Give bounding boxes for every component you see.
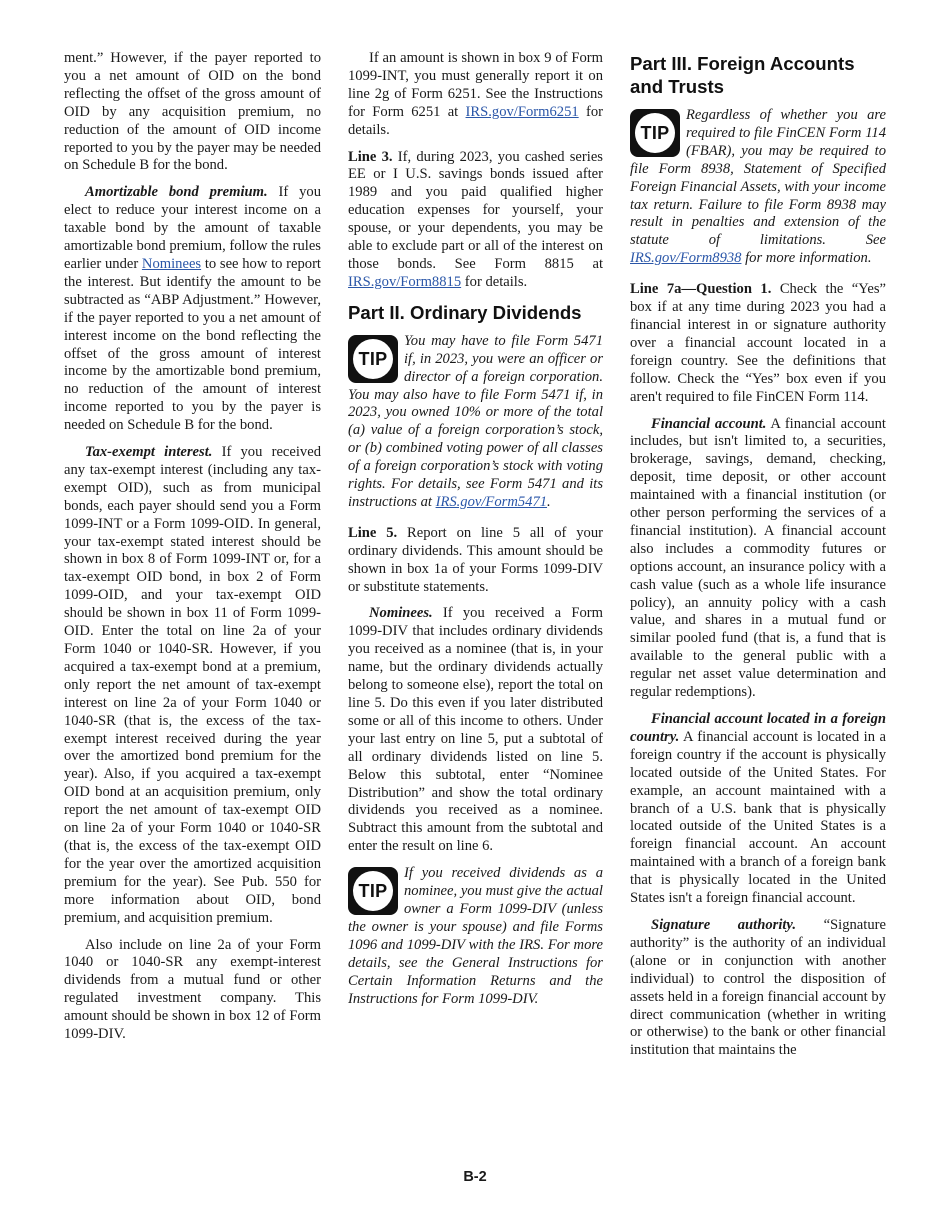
form8815-link[interactable]: IRS.gov/Form8815 — [348, 273, 462, 290]
paragraph-line-7a-question-1 — [630, 281, 886, 406]
paragraph-box-9 — [348, 50, 603, 140]
section-title-part-ii: Part II. Ordinary Dividends — [348, 301, 582, 323]
nominees-link[interactable]: Nominees — [141, 255, 202, 272]
paragraph-text: for details. — [348, 103, 603, 138]
paragraph-text: If you received a Form 1099-DIV that includes ordinary dividends you received as a nominee (that is, in your name, but the ordinary dividends actually belong to someone else), report the total on line 5. Do this even if you later distributed some or all of this income to others. Under your last entry on line 5, put a subtotal of all ordinary dividends listed on line 5. Below this subtotal, enter “Nominee Distribution” and show the total ordinary dividends you received as a nominee. Subtract this amount from the subtotal and enter the result on line 6. — [348, 605, 603, 855]
paragraph-text: If you received any tax-exempt interest (including any tax-exempt OID), such as from municipal bonds, each payer should send you a Form 1099-INT or a Form 1099-OID. In general, your tax-exempt stated interest should be shown in box 8 of Form 1099-INT or, for a tax-exempt OID bond, in box 2 of Form 1099-OID, and your tax-exempt OID should be shown in box 11 of Form 1099-OID. Enter the total on line 2a of your Form 1040 or 1040-SR. However, if you acquired a tax-exempt bond at a premium, only report the net amount of tax-exempt interest on line 2a of your Form 1040 or 1040-SR (that is, the excess of the tax-exempt interest received during the year over the amortized bond premium for the year). Also, if you acquired a tax-exempt OID bond at an acquisition premium, only report the net amount of tax-exempt OID on line 2a of your Form 1040 or 1040-SR (that is, the excess of the tax-exempt OID for the year over the amortized acquisition premium for the year). See Pub. 550 for more information about OID, bond premium, and acquisition premium. — [64, 444, 322, 926]
run-in-heading: Financial account. — [651, 415, 767, 432]
tip-text: If you received dividends as a nominee, you must give the actual owner a Form 1099-DIV (unless the owner is your spouse) and file Forms 1096 and 1099-DIV with the IRS. For more details, see the General Instructions for Certain Information Returns and the Instructions for Form 1099-DIV. — [348, 865, 603, 1007]
paragraph-text: to see how to report the interest. But identify the amount to be subtracted as “ABP Adjustment.” However, if the payer reported to you a net amount of interest income on the bond reflecting the offset of the gross amount of interest income by the amortizable bond premium, no reduction of the amount of interest income reported to you by the payer is needed on Schedule B for the bond. — [64, 255, 321, 434]
paragraph-text: Check the “Yes” box if at any time during 2023 you had a financial interest in or signature authority over a financial account located in a foreign country. See the definitions that follow. Check the “Yes” box even if you aren't required to file FinCEN Form 114. — [630, 281, 886, 405]
paragraph-tax-exempt-interest — [64, 444, 321, 927]
tip-icon — [630, 109, 680, 157]
paragraph-account-foreign-country — [630, 711, 886, 908]
paragraph-text: Report on line 5 all of your ordinary dividends. This amount should be shown in box 1a of your Forms 1099-DIV or substitute statements. — [348, 524, 603, 595]
form6251-link[interactable]: IRS.gov/Form6251 — [465, 103, 579, 120]
paragraph-line-5 — [348, 525, 603, 597]
tip-label: TIP — [640, 123, 670, 143]
column-3 — [630, 50, 886, 1069]
paragraph-oid-continued: ment.” However, if the payer reported to you a net amount of OID on the bond reflecting the offset of the gross amount of OID by any acquisition premium, no reduction of the amount of OID income reported to you by the payer may be needed on Schedule B for the bond. — [64, 50, 321, 174]
run-in-heading: Signature authority. — [651, 916, 797, 933]
tip-text: Regardless of whether you are required to file FinCEN Form 114 (FBAR), you may be required to file Form 8938, Statement of Specified Foreign Financial Assets, with your income tax return. Failure to file Form 8938 may result in penalties and extension of the statute of limitations. See — [630, 107, 886, 249]
paragraph-text: If you elect to reduce your interest income on a taxable bond by the amount of taxable amortizable bond premium, follow the rules earlier under — [64, 184, 321, 272]
tip-icon — [348, 867, 398, 915]
line-heading: Line 7a—Question 1. — [630, 281, 772, 298]
run-in-heading: Tax-exempt interest. — [85, 444, 213, 461]
run-in-heading: Amortizable bond premium. — [85, 184, 268, 201]
paragraph-text: “Signature authority” is the authority of an individual (alone or in conjunction with another individual) to control the disposition of assets held in a foreign financial account by direct communication (whether in writing or otherwise) to the bank or other financial institution that maintains the — [630, 916, 886, 1059]
tip-icon — [348, 335, 398, 383]
tip-label: TIP — [358, 348, 388, 369]
line-heading: Line 3. — [348, 148, 393, 165]
paragraph-text: for details. — [464, 273, 528, 290]
paragraph-text: If, during 2023, you cashed series EE or I U.S. savings bonds issued after 1989 and you paid qualified higher education expenses for yourself, your spouse, or your dependents, you may be able to exclude part or all of the interest on those bonds. See Form 8815 at — [348, 148, 603, 272]
paragraph-line-3 — [348, 149, 603, 292]
tip-text: for more information. — [745, 250, 872, 267]
paragraph-text: A financial account is located in a foreign country if the account is physically located outside of the United States. For example, an account maintained with a branch of a U.S. bank that is physically located outside of the United States is a foreign financial account. An account maintained with a branch of a foreign bank that is physically located in the United States isn't a foreign financial account. — [630, 728, 887, 907]
paragraph-financial-account — [630, 416, 886, 703]
run-in-heading: Financial account located in a foreign country. — [630, 711, 886, 745]
paragraph-amortizable-bond-premium — [64, 184, 321, 435]
paragraph-exempt-interest-dividends: Also include on line 2a of your Form 1040 or 1040-SR any exempt-interest dividends from a mutual fund or other regulated investment company. This amount should be shown in box 12 of Form 1099-DIV. — [64, 936, 321, 1043]
column-2 — [348, 50, 603, 1021]
paragraph-nominees — [348, 605, 603, 856]
paragraph-text: A financial account includes, but isn't limited to, a securities, brokerage, savings, demand, checking, deposit, time deposit, or other account maintained with a financial institution (or other person performing the services of a financial institution). A financial account also includes a commodity futures or options account, an insurance policy with a cash value (such as a whole life insurance policy), an annuity policy with a cash value, and shares in a mutual fund or similar pooled fund (that is, a fund that is available to the general public with a regular net asset value determination and regular redemptions). — [630, 415, 886, 701]
tip-text-end: . — [547, 493, 551, 510]
form5471-link[interactable]: IRS.gov/Form5471 — [435, 493, 548, 510]
form8938-link[interactable]: IRS.gov/Form8938 — [630, 250, 742, 267]
section-title-part-iii: Part III. Foreign Accounts and Trusts — [630, 53, 855, 97]
tip-box-form-8938 — [630, 107, 886, 268]
column-1 — [64, 50, 321, 1053]
tip-box-form-5471 — [348, 333, 603, 512]
run-in-heading: Nominees. — [369, 605, 433, 622]
paragraph-signature-authority — [630, 917, 886, 1060]
paragraph-text: If an amount is shown in box 9 of Form 1099-INT, you must generally report it on line 2g of Form 6251. See the Instructions for Form 6251 at — [348, 50, 603, 120]
tip-text: You may have to file Form 5471 if, in 2023, you were an officer or director of a foreign corporation. You may also have to file Form 5471 if, in 2023, you owned 10% or more of the total (a) value of a foreign corporation’s stock, or (b) combined voting power of all classes of a foreign corporation’s stock with voting rights. For details, see Form 5471 and its instructions at — [348, 332, 603, 510]
page-number: B-2 — [463, 1169, 487, 1185]
tip-label: TIP — [358, 881, 388, 902]
tip-box-nominee-dividends — [348, 865, 603, 1008]
line-heading: Line 5. — [348, 524, 398, 541]
